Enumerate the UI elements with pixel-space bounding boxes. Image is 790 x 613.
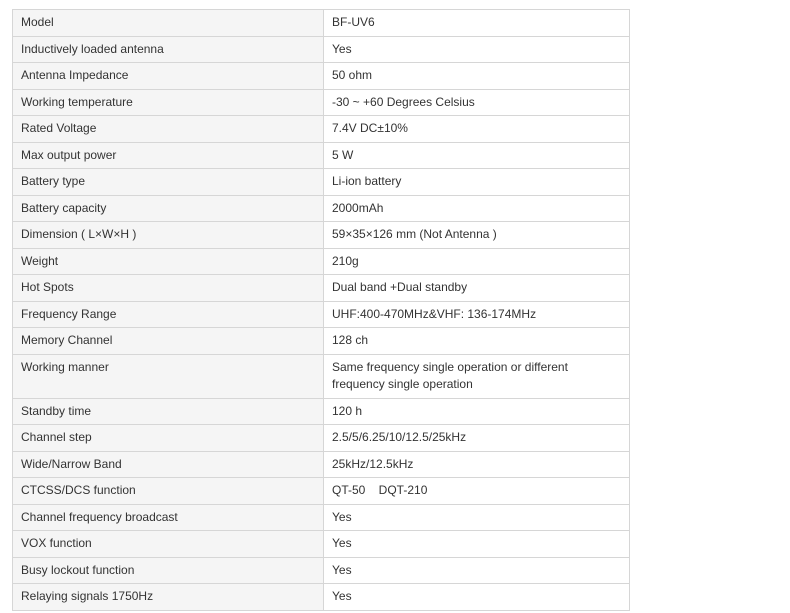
spec-label: Model	[13, 10, 324, 37]
spec-value: 7.4V DC±10%	[324, 116, 630, 143]
spec-label: Hot Spots	[13, 275, 324, 302]
spec-label: Battery capacity	[13, 195, 324, 222]
spec-value: Same frequency single operation or different frequency single operation	[324, 354, 630, 398]
spec-label: Busy lockout function	[13, 557, 324, 584]
spec-label: Memory Channel	[13, 328, 324, 355]
table-row	[13, 116, 630, 143]
spec-label: Inductively loaded antenna	[13, 36, 324, 63]
spec-label: Battery type	[13, 169, 324, 196]
spec-value: 50 ohm	[324, 63, 630, 90]
table-row	[13, 301, 630, 328]
table-row	[13, 89, 630, 116]
spec-label: Relaying signals 1750Hz	[13, 584, 324, 611]
spec-value: Yes	[324, 504, 630, 531]
spec-value: UHF:400-470MHz&VHF: 136-174MHz	[324, 301, 630, 328]
table-row	[13, 531, 630, 558]
spec-label: Channel step	[13, 425, 324, 452]
spec-label: VOX function	[13, 531, 324, 558]
table-row	[13, 195, 630, 222]
table-row	[13, 142, 630, 169]
spec-value: 2000mAh	[324, 195, 630, 222]
spec-value: 25kHz/12.5kHz	[324, 451, 630, 478]
spec-label: Rated Voltage	[13, 116, 324, 143]
table-row	[13, 248, 630, 275]
table-row	[13, 425, 630, 452]
spec-value: Yes	[324, 557, 630, 584]
spec-value: BF-UV6	[324, 10, 630, 37]
spec-value: 128 ch	[324, 328, 630, 355]
spec-value: Yes	[324, 584, 630, 611]
spec-label: CTCSS/DCS function	[13, 478, 324, 505]
spec-value: Li-ion battery	[324, 169, 630, 196]
spec-label: Wide/Narrow Band	[13, 451, 324, 478]
spec-value: 2.5/5/6.25/10/12.5/25kHz	[324, 425, 630, 452]
spec-label: Standby time	[13, 398, 324, 425]
table-row	[13, 275, 630, 302]
table-row	[13, 504, 630, 531]
spec-value: Dual band +Dual standby	[324, 275, 630, 302]
spec-label: Weight	[13, 248, 324, 275]
table-row	[13, 328, 630, 355]
spec-label: Channel frequency broadcast	[13, 504, 324, 531]
spec-label: Working temperature	[13, 89, 324, 116]
table-row	[13, 222, 630, 249]
spec-value: QT-50 DQT-210	[324, 478, 630, 505]
spec-label: Frequency Range	[13, 301, 324, 328]
table-row	[13, 398, 630, 425]
spec-value: 120 h	[324, 398, 630, 425]
spec-value: -30 ~ +60 Degrees Celsius	[324, 89, 630, 116]
spec-label: Max output power	[13, 142, 324, 169]
spec-value: Yes	[324, 36, 630, 63]
spec-value: 210g	[324, 248, 630, 275]
spec-value: Yes	[324, 531, 630, 558]
spec-value: 5 W	[324, 142, 630, 169]
table-row	[13, 63, 630, 90]
table-row	[13, 557, 630, 584]
spec-label: Antenna Impedance	[13, 63, 324, 90]
spec-label: Working manner	[13, 354, 324, 398]
table-row	[13, 451, 630, 478]
table-row	[13, 584, 630, 611]
table-row	[13, 169, 630, 196]
spec-value: 59×35×126 mm (Not Antenna )	[324, 222, 630, 249]
table-row	[13, 10, 630, 37]
table-row	[13, 354, 630, 398]
table-row	[13, 36, 630, 63]
table-row	[13, 478, 630, 505]
spec-table	[12, 9, 630, 611]
spec-label: Dimension ( L×W×H )	[13, 222, 324, 249]
